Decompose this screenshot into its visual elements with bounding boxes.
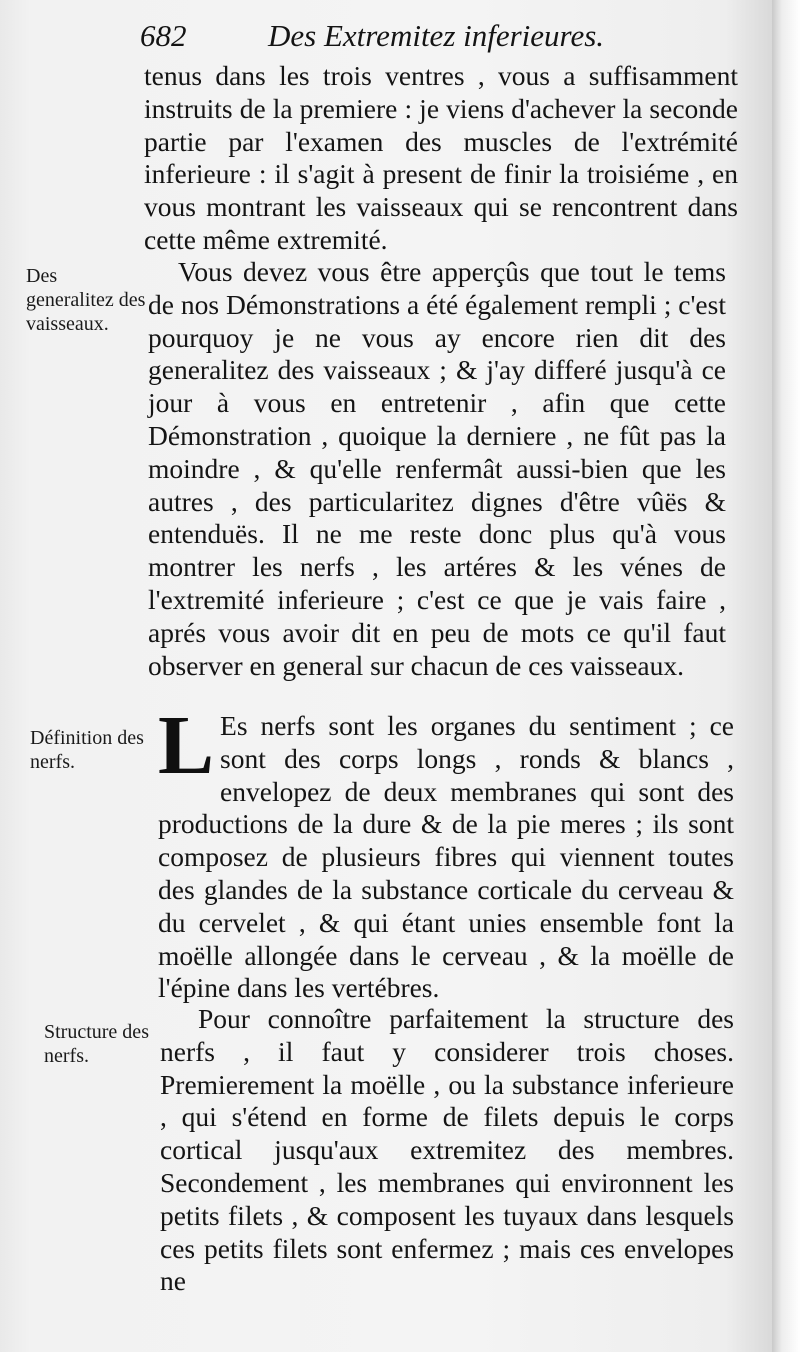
paragraph-continuation: tenus dans les trois ventres , vous a suffisamment instruits de la premiere : je viens d'achever la seconde partie par l'examen des muscles de l'extrémité inferieure : il s'agit à present de finir la troisiéme , en vous montrant les vaisseaux qui se rencontrent dans cette même extremité. [144,60,738,255]
drop-cap: L [158,699,215,792]
margin-note-definition: Définition des nerfs. [30,727,144,773]
paragraph-nerves-structure: Pour connoître parfaitement la structure des nerfs , il faut y considerer trois choses. Premierement la moëlle , ou la substance inferieure , qui s'étend en forme de filets depuis le corps cortical jusqu'aux extremitez des membres. Secondement , les membranes qui environnent les petits filets , & composent les tuyaux dans lesquels ces petits filets sont enfermez ; mais ces envelopes ne [160,1003,734,1297]
paragraph-nerves-definition [158,699,734,1005]
page-number: 682 [140,18,187,53]
margin-note-structure: Structure des nerfs. [44,1021,149,1067]
running-title: Des Extremitez inferieures. [268,18,605,53]
paragraph-vessels-intro: Vous devez vous être apperçûs que tout le tems de nos Démonstrations a été également rempli ; c'est pourquoy je ne vous ay encore rien dit des generalitez des vaisseaux ; & j'ay differé jusqu'à ce jour à vous en entretenir , afin que cette Démonstration , quoique la derniere , ne fût pas la moindre , & qu'elle renfermât aussi-bien que les autres , des particularitez dignes d'être vûës & entenduës. Il ne me reste donc plus qu'à vous montrer les nerfs , les artéres & les vénes de l'extremité inferieure ; c'est ce que je vais faire , aprés vous avoir dit en peu de mots ce qu'il faut observer en general sur chacun de ces vaisseaux. [148,256,726,681]
page-header [140,16,740,56]
paragraph-nerves-definition-text: Es nerfs sont les organes du sentiment ; ce sont des corps longs , ronds & blancs , envelopez de deux membranes qui sont des productions de la dure & de la pie meres ; ils sont composez de plusieurs fibres qui viennent toutes des glandes de la substance corticale du cerveau & du cervelet , & qui étant unies ensemble font la moëlle allongée dans le cerveau , & la moëlle de l'épine dans les vertébres. [158,710,734,1004]
page-edge [772,0,800,1352]
margin-note-generalities: Des generalitez des vaisseaux. [26,265,146,335]
